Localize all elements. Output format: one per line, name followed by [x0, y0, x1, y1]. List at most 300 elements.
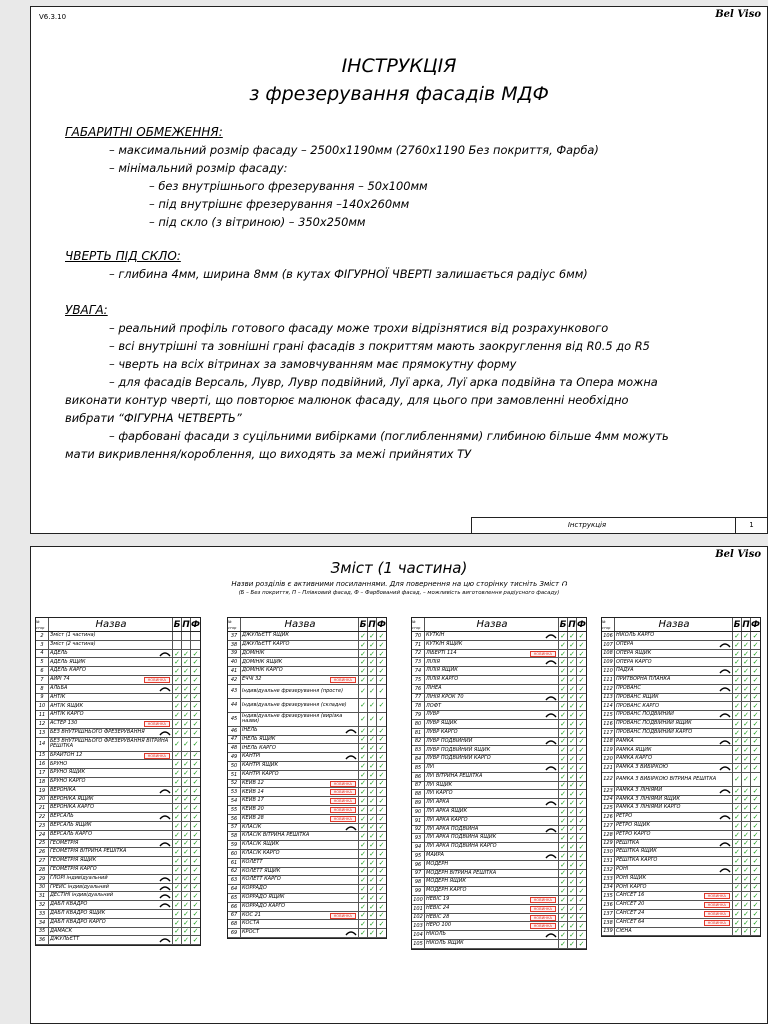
- check-f-icon: ✓: [752, 684, 759, 693]
- section-link[interactable]: [49, 729, 173, 737]
- check-b-icon: ✓: [559, 746, 568, 754]
- section-name: ЛУЇ ВІТРИНА РЕШІТКА: [426, 772, 483, 779]
- table-row: [412, 676, 586, 685]
- text-line: мати викривлення/короблення, що виходять за межі прийнятих ТУ: [65, 447, 472, 461]
- new-badge: НОВИНКА: [704, 911, 730, 917]
- section-link[interactable]: [425, 641, 559, 649]
- page-number: 133: [602, 875, 615, 883]
- section-name: РАМКА: [616, 737, 634, 744]
- section-name: ЛУЇ АРКА ПОДВІЙНА ЯЩИК: [426, 834, 497, 841]
- check-p-icon: ✓: [568, 641, 577, 649]
- check-f-icon: ✓: [192, 927, 199, 936]
- section-link[interactable]: [425, 738, 559, 746]
- page-number: 57: [228, 824, 241, 832]
- section-link[interactable]: [49, 910, 173, 918]
- check-f-icon: ✓: [192, 848, 199, 857]
- check-f-icon: ✓: [192, 901, 199, 909]
- section-name: САНСЕТ 24: [616, 910, 645, 917]
- check-b-icon: ✓: [359, 713, 368, 726]
- section-link[interactable]: [425, 694, 559, 702]
- table-row: [412, 896, 586, 905]
- section-link[interactable]: [615, 822, 733, 830]
- page-number: 121: [602, 764, 615, 772]
- section-link[interactable]: [49, 787, 173, 795]
- section-link[interactable]: [425, 878, 559, 886]
- check-b-icon: ✓: [359, 658, 368, 666]
- check-f-icon: ✓: [192, 702, 199, 711]
- section-link[interactable]: [241, 859, 359, 867]
- section-link[interactable]: [425, 861, 559, 869]
- check-p-icon: ✓: [742, 641, 751, 649]
- check-b-icon: [173, 641, 182, 649]
- section-link[interactable]: [425, 632, 559, 640]
- check-p-icon: ✓: [742, 804, 751, 812]
- page-number: 134: [602, 884, 615, 892]
- check-b-icon: ✓: [733, 928, 742, 936]
- section-link[interactable]: [49, 650, 173, 658]
- radius-arc-icon: [159, 730, 171, 736]
- check-b-icon: ✓: [733, 658, 742, 666]
- radius-arc-icon: [159, 814, 171, 820]
- section-link[interactable]: [425, 755, 559, 763]
- check-f-icon: ✓: [378, 715, 385, 724]
- section-link[interactable]: [615, 919, 733, 927]
- check-f-icon: ✓: [192, 760, 199, 769]
- section-link[interactable]: [425, 676, 559, 684]
- check-p-icon: ✓: [568, 694, 577, 702]
- section-link[interactable]: [241, 903, 359, 911]
- section-name: КЕЙВ 12: [242, 779, 264, 786]
- section-link[interactable]: [241, 727, 359, 735]
- section-link[interactable]: [49, 752, 173, 760]
- section-link[interactable]: [615, 632, 733, 640]
- section-link[interactable]: [241, 815, 359, 823]
- radius-arc-icon: [159, 885, 171, 891]
- check-b-icon: ✓: [173, 822, 182, 830]
- check-b-icon: ✓: [559, 852, 568, 860]
- section-name: РЕТРО ЯЩИК: [616, 822, 651, 829]
- check-f-icon: ✓: [578, 649, 585, 658]
- header-page-no: № стор: [36, 618, 49, 631]
- section-link[interactable]: [615, 928, 733, 936]
- check-p-icon: ✓: [182, 919, 191, 927]
- new-badge: НОВИНКА: [530, 915, 556, 921]
- check-p-icon: ✓: [182, 778, 191, 786]
- page-number: 138: [602, 919, 615, 927]
- check-b-icon: ✓: [173, 729, 182, 737]
- section-link[interactable]: [615, 831, 733, 839]
- section-link[interactable]: [425, 834, 559, 842]
- section-link[interactable]: [241, 868, 359, 876]
- section-link[interactable]: [49, 936, 173, 944]
- page-number: 130: [602, 848, 615, 856]
- section-link[interactable]: [615, 840, 733, 848]
- header-b: Б: [359, 619, 367, 630]
- section-name: СІЄНА: [616, 927, 632, 934]
- section-link[interactable]: [425, 896, 559, 904]
- section-link[interactable]: [425, 650, 559, 658]
- check-b-icon: ✓: [559, 826, 568, 834]
- check-f-icon: ✓: [378, 911, 385, 920]
- section-link[interactable]: [49, 796, 173, 804]
- page-number: 48: [228, 744, 241, 752]
- section-link[interactable]: [49, 892, 173, 900]
- section-link[interactable]: [615, 787, 733, 795]
- check-p-icon: ✓: [182, 936, 191, 944]
- section-link[interactable]: [49, 840, 173, 848]
- section-link[interactable]: [615, 884, 733, 892]
- check-f-icon: ✓: [752, 865, 759, 874]
- section-link[interactable]: [241, 632, 359, 640]
- section-link[interactable]: [615, 764, 733, 772]
- section-link[interactable]: [615, 910, 733, 918]
- section-name: ЛУЇ ЯЩИК: [426, 781, 453, 788]
- radius-arc-icon: [719, 712, 731, 718]
- check-p-icon: ✓: [368, 832, 377, 840]
- section-link[interactable]: [241, 824, 359, 832]
- check-b-icon: ✓: [173, 813, 182, 821]
- check-f-icon: ✓: [192, 684, 199, 693]
- section-name: КЛАСІК ЯЩИК: [242, 841, 280, 848]
- section-link[interactable]: [49, 813, 173, 821]
- section-link[interactable]: [615, 720, 733, 728]
- check-f-icon: ✓: [752, 813, 759, 821]
- section-link[interactable]: [241, 685, 359, 698]
- check-b-icon: ✓: [733, 729, 742, 737]
- check-f-icon: ✓: [578, 693, 585, 702]
- section-link[interactable]: [425, 685, 559, 693]
- section-name: НЕРО 100: [426, 922, 452, 929]
- section-link[interactable]: [49, 738, 173, 751]
- section-link[interactable]: [241, 806, 359, 814]
- section-link[interactable]: [615, 755, 733, 763]
- page-number: 47: [228, 736, 241, 744]
- page-number: 39: [228, 650, 241, 658]
- header-page-no: № стор: [602, 618, 615, 631]
- table-row: [412, 861, 586, 870]
- check-p-icon: ✓: [182, 875, 191, 883]
- table-row: [36, 711, 200, 720]
- section-link[interactable]: [241, 832, 359, 840]
- section-link[interactable]: [425, 658, 559, 666]
- section-name: ГЕОМЕТРІЯ ЯЩИК: [50, 857, 97, 864]
- page-number: 37: [228, 632, 241, 640]
- page-title: ІНСТРУКЦІЯ: [341, 55, 457, 77]
- check-f-icon: ✓: [378, 920, 385, 929]
- section-link[interactable]: [49, 804, 173, 812]
- section-link[interactable]: [241, 780, 359, 788]
- check-p-icon: ✓: [568, 685, 577, 693]
- page-number: 52: [228, 780, 241, 788]
- section-link[interactable]: [49, 760, 173, 768]
- header-name: Назва: [241, 618, 359, 631]
- section-link[interactable]: [241, 658, 359, 666]
- contents-subtitle: Назви розділів є активними посиланнями. Для повернення на цю сторінку тисніть Зміст ⮉: [231, 580, 567, 588]
- check-p-icon: ✓: [742, 866, 751, 874]
- section-name: ПАДУА: [616, 667, 634, 674]
- check-b-icon: ✓: [559, 755, 568, 763]
- check-b-icon: ✓: [559, 834, 568, 842]
- section-link[interactable]: [615, 796, 733, 804]
- check-b-icon: ✓: [733, 694, 742, 702]
- section-link[interactable]: [425, 922, 559, 930]
- section-link[interactable]: [241, 676, 359, 684]
- section-link[interactable]: [425, 870, 559, 878]
- check-b-icon: ✓: [559, 658, 568, 666]
- section-link[interactable]: [49, 901, 173, 909]
- section-link[interactable]: [615, 641, 733, 649]
- page-number: 50: [228, 762, 241, 770]
- check-p-icon: ✓: [568, 720, 577, 728]
- check-f-icon: ✓: [378, 632, 385, 640]
- section-name: ДОМІНІК ЯЩИК: [242, 658, 283, 665]
- section-link[interactable]: [615, 658, 733, 666]
- table-row: [36, 892, 200, 901]
- section-link[interactable]: [49, 778, 173, 786]
- table-row: [36, 702, 200, 711]
- check-b-icon: ✓: [733, 632, 742, 640]
- section-name: ОПЕРА КАРГО: [616, 658, 652, 665]
- check-p-icon: ✓: [742, 773, 751, 786]
- section-link[interactable]: [49, 919, 173, 927]
- table-row: [228, 841, 386, 850]
- section-link[interactable]: [241, 876, 359, 884]
- section-link[interactable]: [241, 850, 359, 858]
- check-p-icon: ✓: [568, 852, 577, 860]
- check-p-icon: ✓: [182, 848, 191, 856]
- section-link[interactable]: [615, 711, 733, 719]
- section-name: КЕЙВ 20: [242, 806, 264, 813]
- section-link[interactable]: [425, 931, 559, 939]
- section-link[interactable]: [425, 852, 559, 860]
- section-link[interactable]: [425, 940, 559, 948]
- section-link[interactable]: [425, 782, 559, 790]
- section-name: МОДЕРН КАРГО: [426, 887, 467, 894]
- section-link[interactable]: [49, 875, 173, 883]
- section-name: ДАБЛ КВАДРО ЯЩИК: [50, 910, 106, 917]
- section-link[interactable]: [49, 857, 173, 865]
- check-f-icon: ✓: [578, 878, 585, 887]
- section-link[interactable]: [241, 841, 359, 849]
- section-link[interactable]: [241, 736, 359, 744]
- section-link[interactable]: [615, 729, 733, 737]
- section-link[interactable]: [615, 804, 733, 812]
- section-link[interactable]: [49, 667, 173, 675]
- new-badge: НОВИНКА: [530, 923, 556, 929]
- section-link[interactable]: [49, 884, 173, 892]
- section-name: ПРОВАНС: [616, 684, 641, 691]
- section-link[interactable]: [615, 866, 733, 874]
- new-badge: НОВИНКА: [330, 913, 356, 919]
- page-number: 26: [36, 848, 49, 856]
- section-link[interactable]: [49, 720, 173, 728]
- check-f-icon: ✓: [752, 693, 759, 702]
- section-link[interactable]: [241, 753, 359, 761]
- check-f-icon: ✓: [378, 823, 385, 832]
- section-link[interactable]: [241, 912, 359, 920]
- section-link[interactable]: [241, 762, 359, 770]
- table-row: [602, 787, 760, 796]
- table-row: [412, 905, 586, 914]
- check-f-icon: ✓: [578, 895, 585, 904]
- section-link[interactable]: [241, 744, 359, 752]
- check-f-icon: ✓: [578, 719, 585, 728]
- check-f-icon: ✓: [378, 805, 385, 814]
- table-row: [602, 822, 760, 831]
- section-name: ЛІЛІЯ: [426, 658, 440, 665]
- radius-arc-icon: [159, 686, 171, 692]
- section-link[interactable]: [425, 808, 559, 816]
- section-link[interactable]: [425, 702, 559, 710]
- section-link[interactable]: [425, 887, 559, 895]
- section-name: Індивідуальне фрезерування (вирізка назви): [242, 712, 343, 725]
- table-row: [228, 850, 386, 859]
- check-p-icon: ✓: [568, 738, 577, 746]
- section-link[interactable]: [425, 817, 559, 825]
- section-name: Зміст (1 частина): [50, 632, 96, 639]
- section-link[interactable]: [49, 769, 173, 777]
- check-f-icon: ✓: [578, 913, 585, 922]
- section-link[interactable]: [241, 771, 359, 779]
- check-p-icon: ✓: [568, 773, 577, 781]
- check-f-icon: ✓: [752, 632, 759, 640]
- section-link[interactable]: [49, 711, 173, 719]
- page-number: 28: [36, 866, 49, 874]
- section-link[interactable]: [49, 848, 173, 856]
- header-b: Б: [173, 619, 181, 630]
- page-number: 45: [228, 713, 241, 726]
- check-f-icon: ✓: [192, 804, 199, 813]
- section-link[interactable]: [241, 641, 359, 649]
- check-b-icon: ✓: [559, 773, 568, 781]
- radius-arc-icon: [345, 728, 357, 734]
- section-link[interactable]: [241, 929, 359, 937]
- section-link[interactable]: [615, 901, 733, 909]
- check-f-icon: ✓: [752, 830, 759, 839]
- check-b-icon: ✓: [359, 676, 368, 684]
- section-link[interactable]: [425, 773, 559, 781]
- section-link[interactable]: [425, 746, 559, 754]
- section-link[interactable]: [49, 822, 173, 830]
- text-line: – всі внутрішні та зовнішні грані фасадів з покриттям мають заокруглення від R0.5 до R5: [109, 339, 650, 353]
- check-b-icon: ✓: [733, 702, 742, 710]
- section-link[interactable]: [425, 729, 559, 737]
- section-link[interactable]: [425, 764, 559, 772]
- check-f-icon: ✓: [192, 936, 199, 945]
- check-p-icon: ✓: [568, 650, 577, 658]
- section-link[interactable]: [615, 685, 733, 693]
- check-p-icon: ✓: [182, 910, 191, 918]
- section-link[interactable]: [49, 658, 173, 666]
- check-f-icon: ✓: [192, 667, 199, 675]
- section-link[interactable]: [241, 788, 359, 796]
- section-link[interactable]: [425, 843, 559, 851]
- section-link[interactable]: [615, 667, 733, 675]
- page-number: 2: [36, 632, 49, 640]
- page-number: 9: [36, 694, 49, 702]
- section-link[interactable]: [615, 746, 733, 754]
- section-link[interactable]: [241, 885, 359, 893]
- radius-arc-icon: [719, 788, 731, 794]
- check-p-icon: ✓: [368, 850, 377, 858]
- section-link[interactable]: [49, 685, 173, 693]
- section-link[interactable]: [615, 813, 733, 821]
- check-p-icon: ✓: [368, 771, 377, 779]
- section-link[interactable]: [615, 676, 733, 684]
- section-link[interactable]: [425, 790, 559, 798]
- section-link[interactable]: [49, 632, 173, 640]
- check-b-icon: ✓: [359, 894, 368, 902]
- section-link[interactable]: [615, 848, 733, 856]
- page-number: 106: [602, 632, 615, 640]
- section-link[interactable]: [241, 650, 359, 658]
- section-link[interactable]: [615, 773, 733, 786]
- table-row: [412, 817, 586, 826]
- section-link[interactable]: [425, 667, 559, 675]
- check-b-icon: ✓: [559, 931, 568, 939]
- section-link[interactable]: [615, 857, 733, 865]
- section-link[interactable]: [241, 920, 359, 928]
- table-row: [228, 780, 386, 789]
- check-p-icon: ✓: [368, 806, 377, 814]
- section-link[interactable]: [49, 676, 173, 684]
- section-link[interactable]: [241, 699, 359, 712]
- check-p-icon: ✓: [368, 676, 377, 684]
- section-link[interactable]: [49, 702, 173, 710]
- page-number: 88: [412, 790, 425, 798]
- section-link[interactable]: [241, 713, 359, 726]
- section-link[interactable]: [425, 905, 559, 913]
- section-link[interactable]: [49, 928, 173, 936]
- section-link[interactable]: [241, 894, 359, 902]
- section-link[interactable]: [615, 702, 733, 710]
- section-link[interactable]: [615, 892, 733, 900]
- check-f-icon: ✓: [578, 640, 585, 649]
- section-link[interactable]: [241, 667, 359, 675]
- section-link[interactable]: [615, 738, 733, 746]
- check-b-icon: ✓: [559, 843, 568, 851]
- section-link[interactable]: [425, 799, 559, 807]
- check-b-icon: ✓: [173, 910, 182, 918]
- check-b-icon: ✓: [733, 773, 742, 786]
- section-link[interactable]: [615, 875, 733, 883]
- section-link[interactable]: [49, 641, 173, 649]
- section-link[interactable]: [49, 866, 173, 874]
- table-row: [412, 940, 586, 949]
- section-link[interactable]: [425, 826, 559, 834]
- section-link[interactable]: [615, 650, 733, 658]
- section-link[interactable]: [425, 914, 559, 922]
- check-f-icon: ✓: [752, 640, 759, 649]
- page-number: 115: [602, 711, 615, 719]
- check-p-icon: ✓: [568, 729, 577, 737]
- section-link[interactable]: [241, 797, 359, 805]
- section-name: ЕЧЧІ 32: [242, 676, 262, 683]
- check-f-icon: ✓: [578, 790, 585, 799]
- table-row: [228, 859, 386, 868]
- section-link[interactable]: [49, 694, 173, 702]
- section-link[interactable]: [615, 694, 733, 702]
- check-p-icon: ✓: [742, 694, 751, 702]
- section-link[interactable]: [425, 720, 559, 728]
- table-row: [412, 914, 586, 923]
- page-number: 4: [36, 650, 49, 658]
- section-link[interactable]: [49, 831, 173, 839]
- section-name: ДАБЛ КВАДРО: [50, 901, 88, 908]
- check-p-icon: ✓: [368, 650, 377, 658]
- section-link[interactable]: [425, 711, 559, 719]
- radius-arc-icon: [545, 695, 557, 701]
